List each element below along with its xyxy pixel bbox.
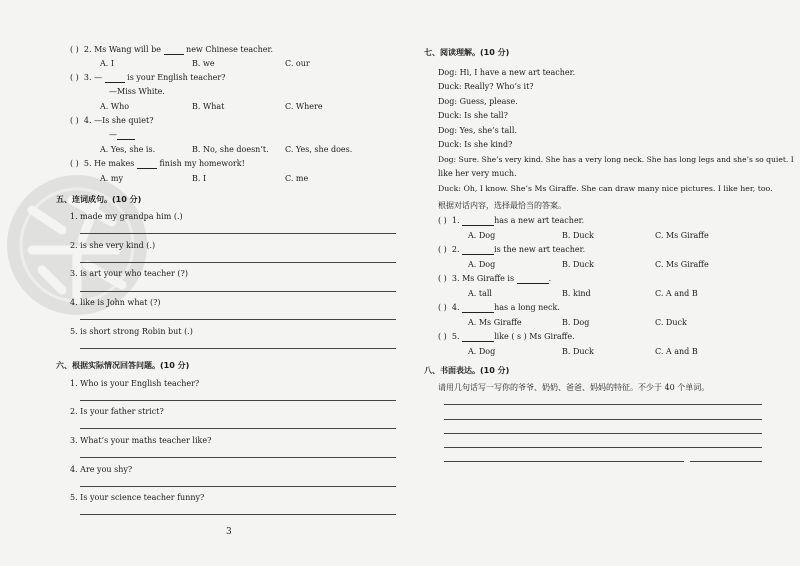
option-c: C. Ms Giraffe: [655, 260, 709, 269]
reading-question-3: ( ) 3. Ms Giraffe is .: [438, 274, 552, 283]
list-item: 5. Is your science teacher funny?: [70, 493, 205, 502]
answer-line[interactable]: [80, 348, 396, 349]
reading-question-4: ( ) 4. has a long neck.: [438, 303, 560, 312]
answer-line[interactable]: [80, 233, 396, 234]
answer-line[interactable]: [80, 291, 396, 292]
option-c: C. Where: [285, 102, 323, 111]
section-8-title: 八、书面表达。(10 分): [424, 366, 510, 375]
option-b: B. kind: [562, 289, 591, 298]
option-a: A. tall: [468, 289, 492, 298]
list-item: 3. is art your who teacher (?): [70, 269, 188, 278]
option-c: C. Ms Giraffe: [655, 231, 709, 240]
answer-line[interactable]: [444, 461, 684, 462]
dialogue-line: Dog: Yes, she’s tall.: [438, 126, 517, 135]
answer-paren[interactable]: ( ): [438, 332, 447, 341]
dialogue-line: Dog: Sure. She’s very kind. She has a very long neck. She has long legs and she’s so quiet. I: [438, 155, 794, 164]
dialogue-line: like her very much.: [438, 169, 517, 178]
list-item: 2. Is your father strict?: [70, 407, 164, 416]
answer-line[interactable]: [80, 400, 396, 401]
answer-line[interactable]: [80, 457, 396, 458]
option-c: C. A and B: [655, 347, 698, 356]
reading-question-1: ( ) 1. has a new art teacher.: [438, 216, 585, 225]
option-a: A. Dog: [468, 347, 496, 356]
option-a: A. Ms Giraffe: [468, 318, 522, 327]
reading-instruction: 根据对话内容，选择最恰当的答案。: [438, 201, 566, 210]
option-c: C. A and B: [655, 289, 698, 298]
list-item: 1. Who is your English teacher?: [70, 379, 200, 388]
option-a: A. Who: [100, 102, 130, 111]
question-2: [70, 45, 273, 55]
answer-blank[interactable]: [462, 246, 494, 255]
option-a: A. Yes, she is.: [100, 145, 156, 154]
answer-paren[interactable]: ( ): [70, 73, 79, 82]
option-b: B. Dog: [562, 318, 590, 327]
list-item: 3. What’s your maths teacher like?: [70, 436, 212, 445]
list-item: 4. Are you shy?: [70, 465, 133, 474]
option-c: C. Yes, she does.: [285, 145, 353, 154]
option-b: B. I: [192, 174, 207, 183]
option-a: A. Dog: [468, 260, 496, 269]
question-5: [70, 159, 245, 169]
section-7-title: 七、阅读理解。(10 分): [424, 48, 510, 57]
list-item: 1. made my grandpa him (.): [70, 212, 183, 221]
dialogue-line: Duck: Oh, I know. She’s Ms Giraffe. She can draw many nice pictures. I like her, too.: [438, 184, 773, 193]
option-c: C. me: [285, 174, 309, 183]
answer-blank[interactable]: [462, 333, 494, 342]
answer-paren[interactable]: ( ): [70, 45, 79, 54]
dialogue-line: Duck: Really? Who’s it?: [438, 82, 534, 91]
answer-blank[interactable]: [462, 217, 494, 226]
question-stem-end: finish my homework!: [159, 159, 245, 168]
option-b: B. Duck: [562, 231, 594, 240]
list-item: 4. like is John what (?): [70, 298, 161, 307]
option-a: A. I: [100, 59, 115, 68]
answer-paren[interactable]: ( ): [438, 303, 447, 312]
option-b: B. No, she doesn’t.: [192, 145, 269, 154]
answer-blank[interactable]: [137, 160, 157, 169]
option-b: B. Duck: [562, 260, 594, 269]
question-stem: 4. —Is she quiet?: [83, 116, 154, 125]
answer-line[interactable]: [80, 428, 396, 429]
option-c: C. Duck: [655, 318, 687, 327]
answer-paren[interactable]: ( ): [70, 116, 79, 125]
answer-blank[interactable]: [462, 304, 494, 313]
answer-line[interactable]: [80, 514, 396, 515]
option-c: C. our: [285, 59, 310, 68]
question-stem-end: is your English teacher?: [127, 73, 226, 82]
option-a: A. Dog: [468, 231, 496, 240]
answer-line[interactable]: [444, 447, 762, 448]
answer-paren[interactable]: ( ): [438, 245, 447, 254]
answer-line[interactable]: [80, 262, 396, 263]
list-item: 2. is she very kind (.): [70, 241, 156, 250]
section-6-title: 六、根据实际情况回答问题。(10 分): [56, 361, 190, 370]
option-a: A. my: [100, 174, 123, 183]
answer-paren[interactable]: ( ): [438, 274, 447, 283]
question-stem: 2. Ms Wang will be: [83, 45, 161, 54]
reading-question-2: ( ) 2. is the new art teacher.: [438, 245, 586, 254]
question-stem: 3. —: [83, 73, 103, 82]
answer-paren[interactable]: ( ): [438, 216, 447, 225]
option-b: B. Duck: [562, 347, 594, 356]
answer-line[interactable]: [444, 433, 762, 434]
answer-blank[interactable]: [164, 46, 184, 55]
answer-blank[interactable]: [517, 275, 549, 284]
dialogue-line: Duck: Is she tall?: [438, 111, 508, 120]
dialogue-reply: —: [109, 130, 135, 140]
page-number: 3: [226, 527, 232, 537]
dialogue-line: Duck: Is she kind?: [438, 140, 513, 149]
answer-line[interactable]: [690, 461, 762, 462]
dialogue-line: Dog: Hi, I have a new art teacher.: [438, 68, 576, 77]
answer-blank[interactable]: [117, 131, 135, 140]
question-stem-end: new Chinese teacher.: [186, 45, 273, 54]
answer-blank[interactable]: [105, 74, 125, 83]
question-4: [70, 116, 153, 126]
dialogue-line: Dog: Guess, please.: [438, 97, 518, 106]
option-b: B. What: [192, 102, 225, 111]
answer-line[interactable]: [444, 404, 762, 405]
question-stem: 5. He makes: [83, 159, 135, 168]
list-item: 5. is short strong Robin but (.): [70, 327, 193, 336]
answer-line[interactable]: [80, 319, 396, 320]
answer-line[interactable]: [80, 486, 396, 487]
question-3: [70, 73, 225, 83]
reading-question-5: ( ) 5. like ( s ) Ms Giraffe.: [438, 332, 575, 341]
option-b: B. we: [192, 59, 215, 68]
writing-instruction: 请用几句话写一写你的爷爷、奶奶、爸爸、妈妈的特征。不少于 40 个单词。: [438, 383, 710, 392]
section-5-title: 五、连词成句。(10 分): [56, 195, 142, 204]
answer-paren[interactable]: ( ): [70, 159, 79, 168]
dialogue-reply: —Miss White.: [109, 87, 165, 96]
answer-line[interactable]: [444, 419, 762, 420]
